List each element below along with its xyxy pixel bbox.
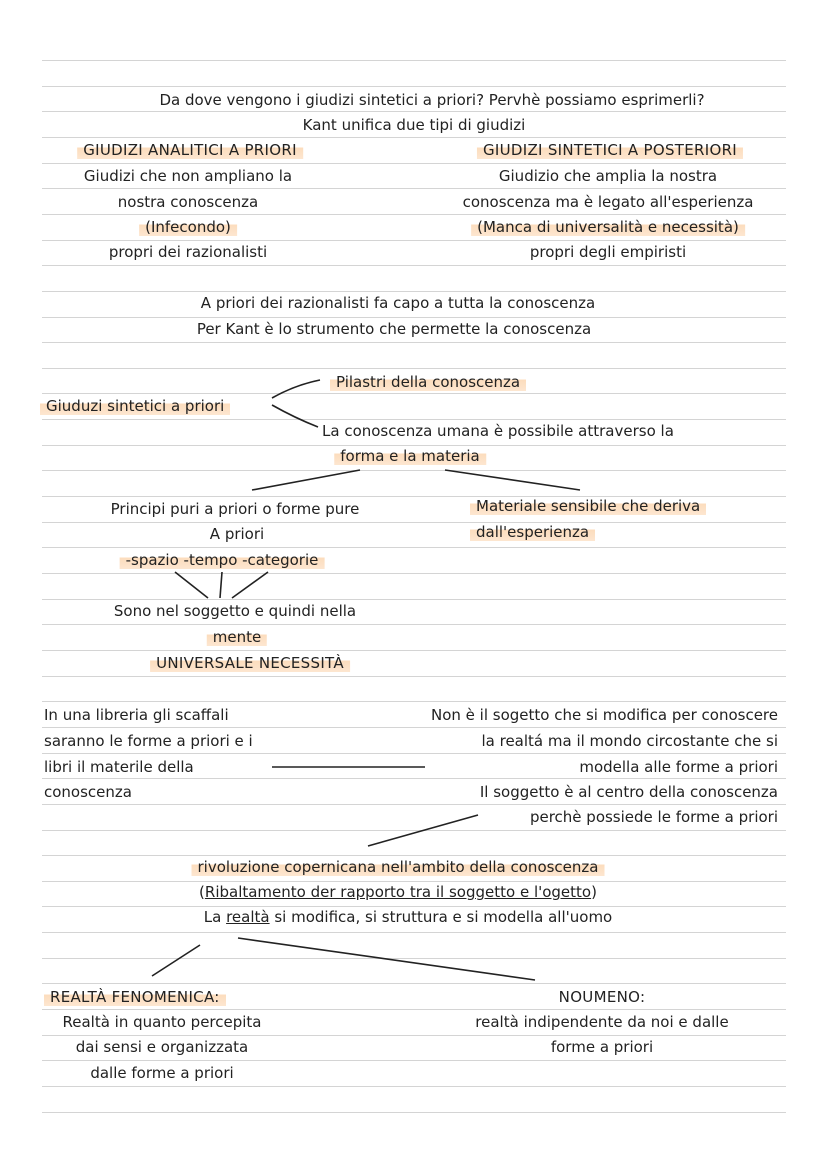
apriori-text: A priori dei razionalisti fa capo a tutta la conoscenza: [200, 294, 596, 312]
right-text: conoscenza ma è legato all'esperienza: [462, 193, 754, 211]
question: Da dove vengono i giudizi sintetici a priori? Pervhè possiamo esprimerli?: [159, 91, 705, 109]
branch-line: [232, 572, 268, 598]
library-text: conoscenza: [44, 783, 132, 801]
phenomenal-title: REALTÀ FENOMENICA:: [44, 988, 226, 1006]
apriori-text: Per Kant è lo strumento che permette la conoscenza: [196, 320, 592, 338]
forma-text: mente: [207, 628, 267, 646]
forma-text: UNIVERSALE NECESSITÀ: [150, 654, 350, 672]
left-title: GIUDIZI ANALITICI A PRIORI: [77, 141, 303, 159]
materia-text: Materiale sensibile che deriva: [470, 497, 706, 515]
right-title: GIUDIZI SINTETICI A POSTERIORI: [477, 141, 743, 159]
connector-line: [368, 815, 478, 846]
subject-text: la realtá ma il mondo circostante che si: [481, 732, 778, 750]
branch-line: [445, 470, 580, 490]
library-text: libri il materile della: [44, 758, 194, 776]
right-text: (Manca di universalità e necessità): [471, 218, 745, 236]
subject-text: modella alle forme a priori: [579, 758, 778, 776]
tree-branch: forma e la materia: [334, 447, 486, 465]
phenomenal-text: dai sensi e organizzata: [75, 1038, 249, 1056]
phenomenal-text: Realtà in quanto percepita: [62, 1013, 262, 1031]
branch-line: [238, 938, 535, 980]
branch-line: [252, 470, 360, 490]
revolution-subtitle-text: Ribaltamento der rapporto tra il soggetto e l'ogetto: [204, 883, 592, 901]
branch-line: [272, 405, 318, 427]
subtitle: Kant unifica due tipi di giudizi: [302, 116, 526, 134]
reality-text: La: [203, 908, 227, 926]
subject-text: Il soggetto è al centro della conoscenza: [479, 783, 778, 801]
left-text: (Infecondo): [139, 218, 237, 236]
noumenon-title: NOUMENO:: [558, 988, 646, 1006]
forma-text: Principi puri a priori o forme pure: [110, 500, 360, 518]
revolution-subtitle: (Ribaltamento der rapporto tra il soggetto e l'ogetto): [199, 883, 597, 901]
materia-text: dall'esperienza: [470, 523, 595, 541]
library-text: saranno le forme a priori e i: [44, 732, 253, 750]
noumenon-text: forme a priori: [550, 1038, 654, 1056]
left-text: nostra conoscenza: [117, 193, 259, 211]
noumenon-text: realtà indipendente da noi e dalle: [475, 1013, 729, 1031]
reality-line: [204, 907, 612, 927]
tree-root: Giuduzi sintetici a priori: [40, 397, 230, 415]
forma-text: A priori: [209, 525, 265, 543]
branch-line: [175, 572, 208, 598]
phenomenal-text: dalle forme a priori: [90, 1064, 234, 1082]
forma-text: -spazio -tempo -categorie: [120, 551, 325, 569]
subject-text: perchè possiede le forme a priori: [529, 808, 778, 826]
branch-line: [272, 380, 320, 398]
forma-text: Sono nel soggetto e quindi nella: [113, 602, 357, 620]
subject-text: Non è il sogetto che si modifica per conoscere: [430, 706, 778, 724]
branch-line: [152, 945, 200, 976]
left-text: Giudizi che non ampliano la: [83, 167, 293, 185]
library-text: In una libreria gli scaffali: [44, 706, 229, 724]
reality-text: si modifica, si struttura e si modella all'uomo: [269, 908, 613, 926]
reality-word: realtà: [226, 908, 270, 926]
branch-line: [220, 572, 222, 598]
revolution-title: rivoluzione copernicana nell'ambito della conoscenza: [192, 858, 605, 876]
tree-branch: La conoscenza umana è possibile attraverso la: [322, 422, 674, 440]
tree-branch: Pilastri della conoscenza: [330, 373, 526, 391]
left-text: propri dei razionalisti: [108, 243, 268, 261]
right-text: Giudizio che amplia la nostra: [498, 167, 718, 185]
right-text: propri degli empiristi: [529, 243, 687, 261]
